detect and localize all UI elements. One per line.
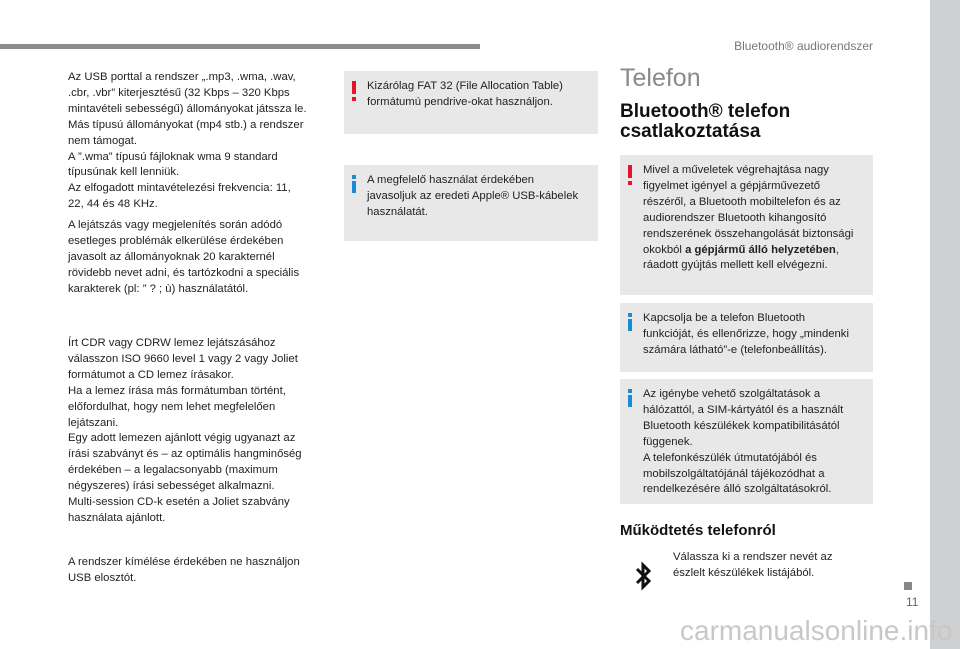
continue-marker (904, 582, 912, 590)
page-number: 11 (906, 595, 919, 609)
services-info-box (620, 379, 873, 504)
warning-text-end: , ráadott gyújtás mellett kell elvégezni. (643, 243, 839, 272)
warning-text-bold: a gépjármű álló helyzetében (685, 243, 836, 256)
bluetooth-icon (634, 560, 652, 592)
info-text: A megfelelő használat érdekében javasoljuk az eredeti Apple® USB-kábelek használatát. (367, 174, 579, 218)
info-text: Az igénybe vehető szolgáltatások a hálózattól, a SIM-kártyától és a használt Bluetooth készülékek kompatibilitásától függenek. A telefonkészülék útmutatójából és mobilszolgáltatójánál tájékozódhat a rendelkezésére álló szolgáltatásokról. (643, 388, 844, 496)
info-icon (628, 389, 632, 407)
info-icon (628, 313, 632, 331)
warning-text-start: Mivel a műveletek végrehajtása nagy figyelmet igényel a gépjárművezető részéről, a Bluetooth mobiltelefon és az audiorendszer Bluetooth kihangosító rendszerének összehangolását biztonsági okokból (643, 164, 854, 256)
apple-cable-info-box (344, 165, 598, 241)
visibility-info-box (620, 303, 873, 372)
info-text: Kapcsolja be a telefon Bluetooth funkcióját, és ellenőrizze, hogy „mindenki számára látható”-e (telefonbeállítás). (643, 312, 849, 356)
side-strip (930, 0, 960, 649)
watermark: carmanualsonline.info (680, 615, 953, 646)
header-bar (0, 44, 480, 49)
filename-paragraph: A lejátszás vagy megjelenítés során adódó esetleges problémák elkerülése érdekében javasolt az állományoknak 20 karakternél rövidebb nevet adni, és tartózkodni a speciális karakterek (pl: ” ? ; ù) használatától. (68, 219, 300, 295)
info-icon (352, 175, 356, 193)
warning-text (643, 163, 867, 274)
cd-paragraph: Írt CDR vagy CDRW lemez lejátszásához válasszon ISO 9660 level 1 vagy 2 vagy Joliet formátumot a CD lemez írásakor. Ha a lemez írása más formátumban történt, előfordulhat, hogy nem lehet megfelelően lejátszani. Egy adott lemezen ajánlott végig ugyanazt az írási szabványt és – az optimális hangminőség érdekében – a legalacsonyabb (maximum négyszeres) írási sebességet alkalmazni. Multi-session CD-k esetén a Joliet szabvány használata ajánlott. (68, 337, 302, 524)
safety-warning-box (620, 155, 873, 295)
usb-hub-paragraph: A rendszer kímélése érdekében ne használjon USB elosztót. (68, 556, 300, 584)
pairing-heading: Bluetooth® telefon csatlakoztatása (620, 101, 791, 142)
select-device-text: Válassza ki a rendszer nevét az észlelt készülékek listájából. (673, 551, 833, 579)
section-header: Bluetooth® audiorendszer (734, 39, 873, 53)
warning-icon (628, 165, 632, 178)
fat32-warning-box (344, 71, 598, 134)
warning-text: Kizárólag FAT 32 (File Allocation Table) formátumú pendrive-okat használjon. (367, 80, 563, 108)
usb-formats-paragraph: Az USB porttal a rendszer „.mp3, .wma, .wav, .cbr, .vbr” kiterjesztésű (32 Kbps – 320 Kbps mintavételi sebességű) állományokat játssza le. Más típusú állományokat (mp4 stb.) a rendszer nem támogat. A ”.wma” típusú fájloknak wma 9 standard típusúnak kell lenniük. Az elfogadott mintavételezési frekvencia: 11, 22, 44 és 48 KHz. (68, 71, 307, 211)
section-title: Telefon (620, 64, 701, 92)
warning-icon (352, 81, 356, 94)
phone-operation-heading: Működtetés telefonról (620, 522, 776, 539)
